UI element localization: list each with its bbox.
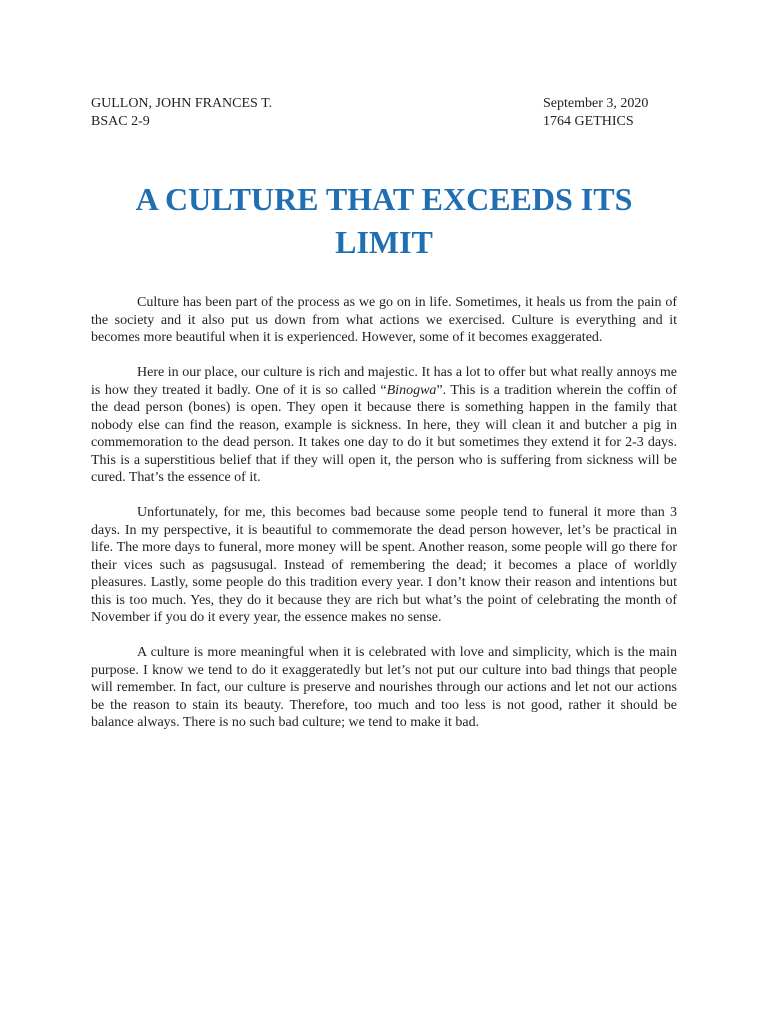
section-label: BSAC 2-9: [91, 114, 150, 129]
paragraph-1: Culture has been part of the process as we go on in life. Sometimes, it heals us from the pain of the society and it also put us down from what actions we exercised. Culture is everything and it becomes more beautiful when it is experienced. However, some of it becomes exaggerated.: [91, 295, 677, 345]
paragraph-2: [91, 364, 677, 487]
author-name: GULLON, JOHN FRANCES T.: [91, 96, 273, 111]
course-code: 1764 GETHICS: [543, 114, 634, 129]
paragraph-3: Unfortunately, for me, this becomes bad because some people tend to funeral it more than 3 days. In my perspective, it is beautiful to commemorate the dead person however, let’s be practical in life. The more days to funeral, more money will be spent. Another reason, some people will go there for their vices such as pagsusugal. Instead of remembering the dead; it becomes a place of worldly pleasures. Lastly, some people do this tradition every year. I don’t know their reason and intentions but this is too much. Yes, they do it because they are rich but what’s the point of celebrating the month of November if you do it every year, the essence makes no sense.: [91, 505, 677, 625]
document-title: A CULTURE THAT EXCEEDS ITS LIMIT: [135, 181, 633, 260]
header-left-block: [91, 95, 272, 131]
paragraph-4: A culture is more meaningful when it is celebrated with love and simplicity, which is the main purpose. I know we tend to do it exaggeratedly but let’s not put our culture into bad things that people will remember. In fact, our culture is preserve and nourishes through our actions and let not our actions be the reason to stain its beauty. Therefore, too much and too less is not good, rather it should be balance always. There is no such bad culture; we tend to make it bad.: [91, 645, 677, 730]
paragraph-2-text-start: Here in our place, our culture is rich and majestic. It has a lot to offer but what really annoys me is how they treated it badly. One of it is so called “: [91, 365, 677, 398]
binogwa-term: Binogwa: [386, 382, 437, 398]
paragraph-2-text-end: ”. This is a tradition wherein the coffin of the dead person (bones) is open. They open it because there is something happen in the family that nobody else can find the reason, example is sickness. In here, they will clean it and butcher a pig in commemoration to the dead person. It takes one day to do it but sometimes they extend it for 2-3 days. This is a superstitious belief that if they will open it, the person who is suffering from sickness will be cured. That’s the essence of it.: [91, 382, 677, 485]
document-body: [91, 294, 677, 749]
header-right-block: [543, 95, 648, 131]
document-date: September 3, 2020: [543, 96, 649, 111]
